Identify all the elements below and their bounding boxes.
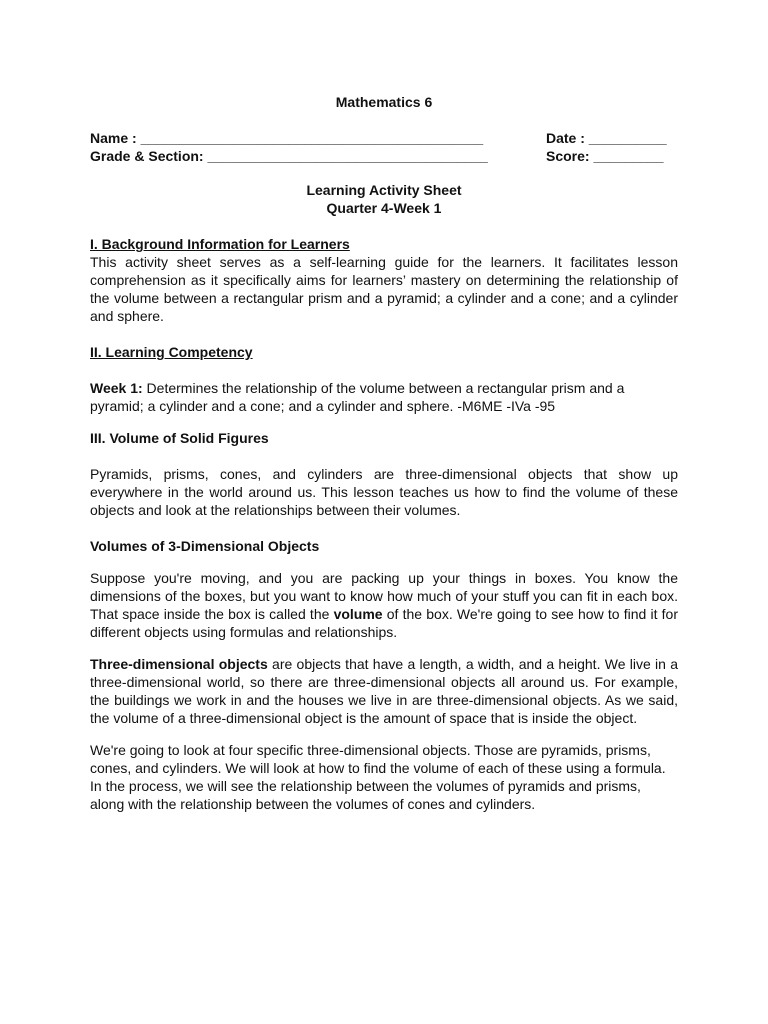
p2-term: Three-dimensional objects [90, 656, 268, 672]
paragraph-moving [90, 569, 678, 641]
name-date-row [90, 129, 678, 147]
week-label: Week 1: [90, 380, 143, 396]
date-field: Date : __________ [546, 130, 667, 146]
worksheet-page [90, 93, 678, 813]
background-heading: I. Background Information for Learners [90, 236, 350, 252]
volumes-subheading: Volumes of 3-Dimensional Objects [90, 538, 320, 554]
subject-title: Mathematics 6 [335, 94, 433, 110]
background-text: This activity sheet serves as a self-learning guide for the learners. It facilitates lesson comprehension as it specifically aims for learners’ mastery on determining the relationship of the volume between a rectangular prism and a pyramid; a cylinder and a cone; and a cylinder and sphere. [90, 254, 678, 324]
volume-intro: Pyramids, prisms, cones, and cylinders are three-dimensional objects that show up everywhere in the world around us. This lesson teaches us how to find the volume of these objects and look at the relationships between their volumes. [90, 466, 678, 518]
p1-volume-term: volume [333, 606, 383, 622]
name-field: Name : ____________________________________________ [90, 130, 484, 146]
quarter-week: Quarter 4-Week 1 [326, 200, 442, 216]
p1-before: Suppose you're moving, and you are packing up your things in boxes. You know the dimensions of the boxes, but you want to know how much of your stuff you can fit in each box. That space inside the box is called the [90, 570, 678, 622]
score-field: Score: _________ [546, 148, 664, 164]
p1-after: of the box. We're going to see how to find it for different objects using formulas and relationships. [90, 606, 678, 640]
competency-heading: II. Learning Competency [90, 344, 253, 360]
paragraph-3d-objects [90, 655, 678, 727]
competency-text [90, 379, 678, 415]
paragraph-four-objects: We're going to look at four specific three-dimensional objects. Those are pyramids, prisms, cones, and cylinders. We will look at how to find the volume of each of these using a formula. In the process, we will see the relationship between the volumes of pyramids and prisms, along with the relationship between the volumes of cones and cylinders. [90, 742, 666, 812]
grade-section-field: Grade & Section: ____________________________________ [90, 148, 488, 164]
sheet-title: Learning Activity Sheet [306, 182, 462, 198]
grade-score-row [90, 147, 678, 165]
week-text: Determines the relationship of the volume between a rectangular prism and a pyramid; a cylinder and a cone; and a cylinder and sphere. -M6ME -IVa -95 [90, 380, 625, 414]
volume-heading: III. Volume of Solid Figures [90, 430, 269, 446]
p2-after: are objects that have a length, a width, and a height. We live in a three-dimensional world, so there are three-dimensional objects all around us. For example, the buildings we work in and the houses we live in are three-dimensional objects. As we said, the volume of a three-dimensional object is the amount of space that is inside the object. [90, 656, 678, 726]
